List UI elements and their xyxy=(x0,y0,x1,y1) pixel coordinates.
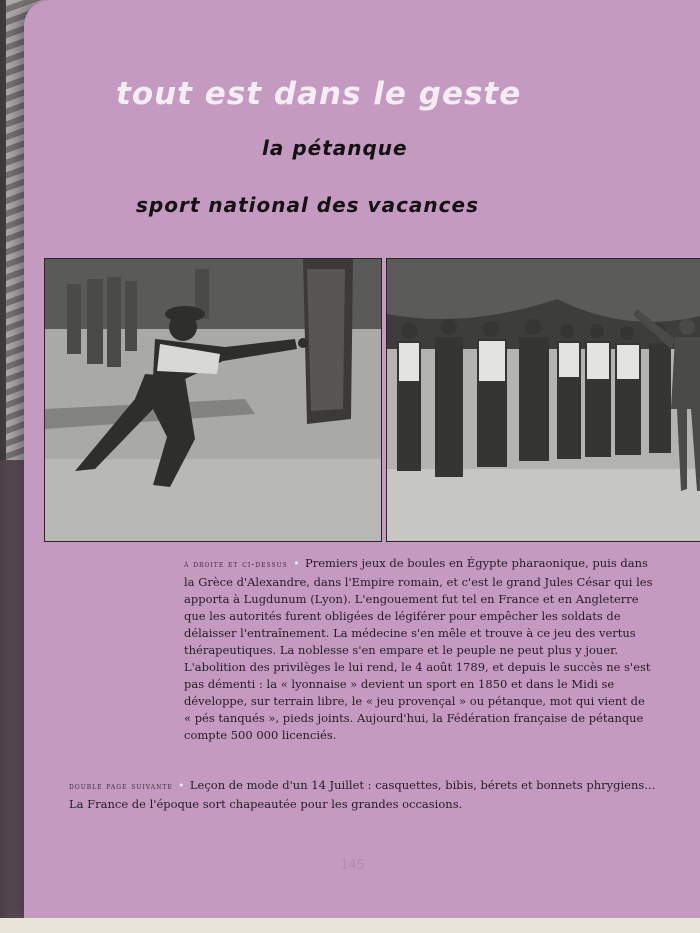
page-subtitle-2: sport national des vacances xyxy=(136,193,479,217)
next-page-bullet: • xyxy=(178,781,185,792)
title-block xyxy=(24,0,700,255)
page-subtitle: la pétanque xyxy=(262,136,408,160)
page-number: 145 xyxy=(340,858,365,873)
caption-label: à droite et ci-dessus xyxy=(184,560,288,570)
caption-body: Premiers jeux de boules en Égypte pharaonique, puis dans la Grèce d'Alexandre, dans l'Empire romain, et c'est le grand Jules César qui les apporta à Lugdunum (Lyon). L'engouement fut tel en France et en Angleterre que les autorités furent obligées de légiférer pour empêcher les soldats de délaisser l'entraînement. La médecine s'en mêle et trouve à ce jeu des vertus thérapeutiques. La noblesse s'en empare et le peuple ne peut plus y jouer. L'abolition des privilèges le lui rend, le 4 août 1789, et depuis le succès ne s'est pas démenti : la « lyonnaise » devient un sport en 1850 et dans le Midi se développe, sur terrain libre, le « jeu provençal » ou pétanque, mot qui vient de « pés tanqués », pieds joints. Aujourd'hui, la Fédération française de pétanque compte 500 000 licenciés. xyxy=(184,556,653,742)
next-page-body: Leçon de mode d'un 14 Juillet : casquettes, bibis, bérets et bonnets phrygiens... La France de l'époque sort chapeautée pour les grandes occasions. xyxy=(69,778,656,811)
book-page xyxy=(24,0,700,920)
next-page-note xyxy=(69,777,669,813)
table-surface xyxy=(0,918,700,933)
photo-boule-thrower-image xyxy=(45,259,381,541)
page-title: tout est dans le geste xyxy=(116,76,522,112)
photo-boule-thrower xyxy=(44,258,382,542)
photo-players-group xyxy=(386,258,700,542)
photo-players-group-image xyxy=(387,259,700,541)
caption-text-block xyxy=(184,555,654,744)
caption-bullet: • xyxy=(293,559,300,570)
next-page-label: double page suivante xyxy=(69,782,173,792)
